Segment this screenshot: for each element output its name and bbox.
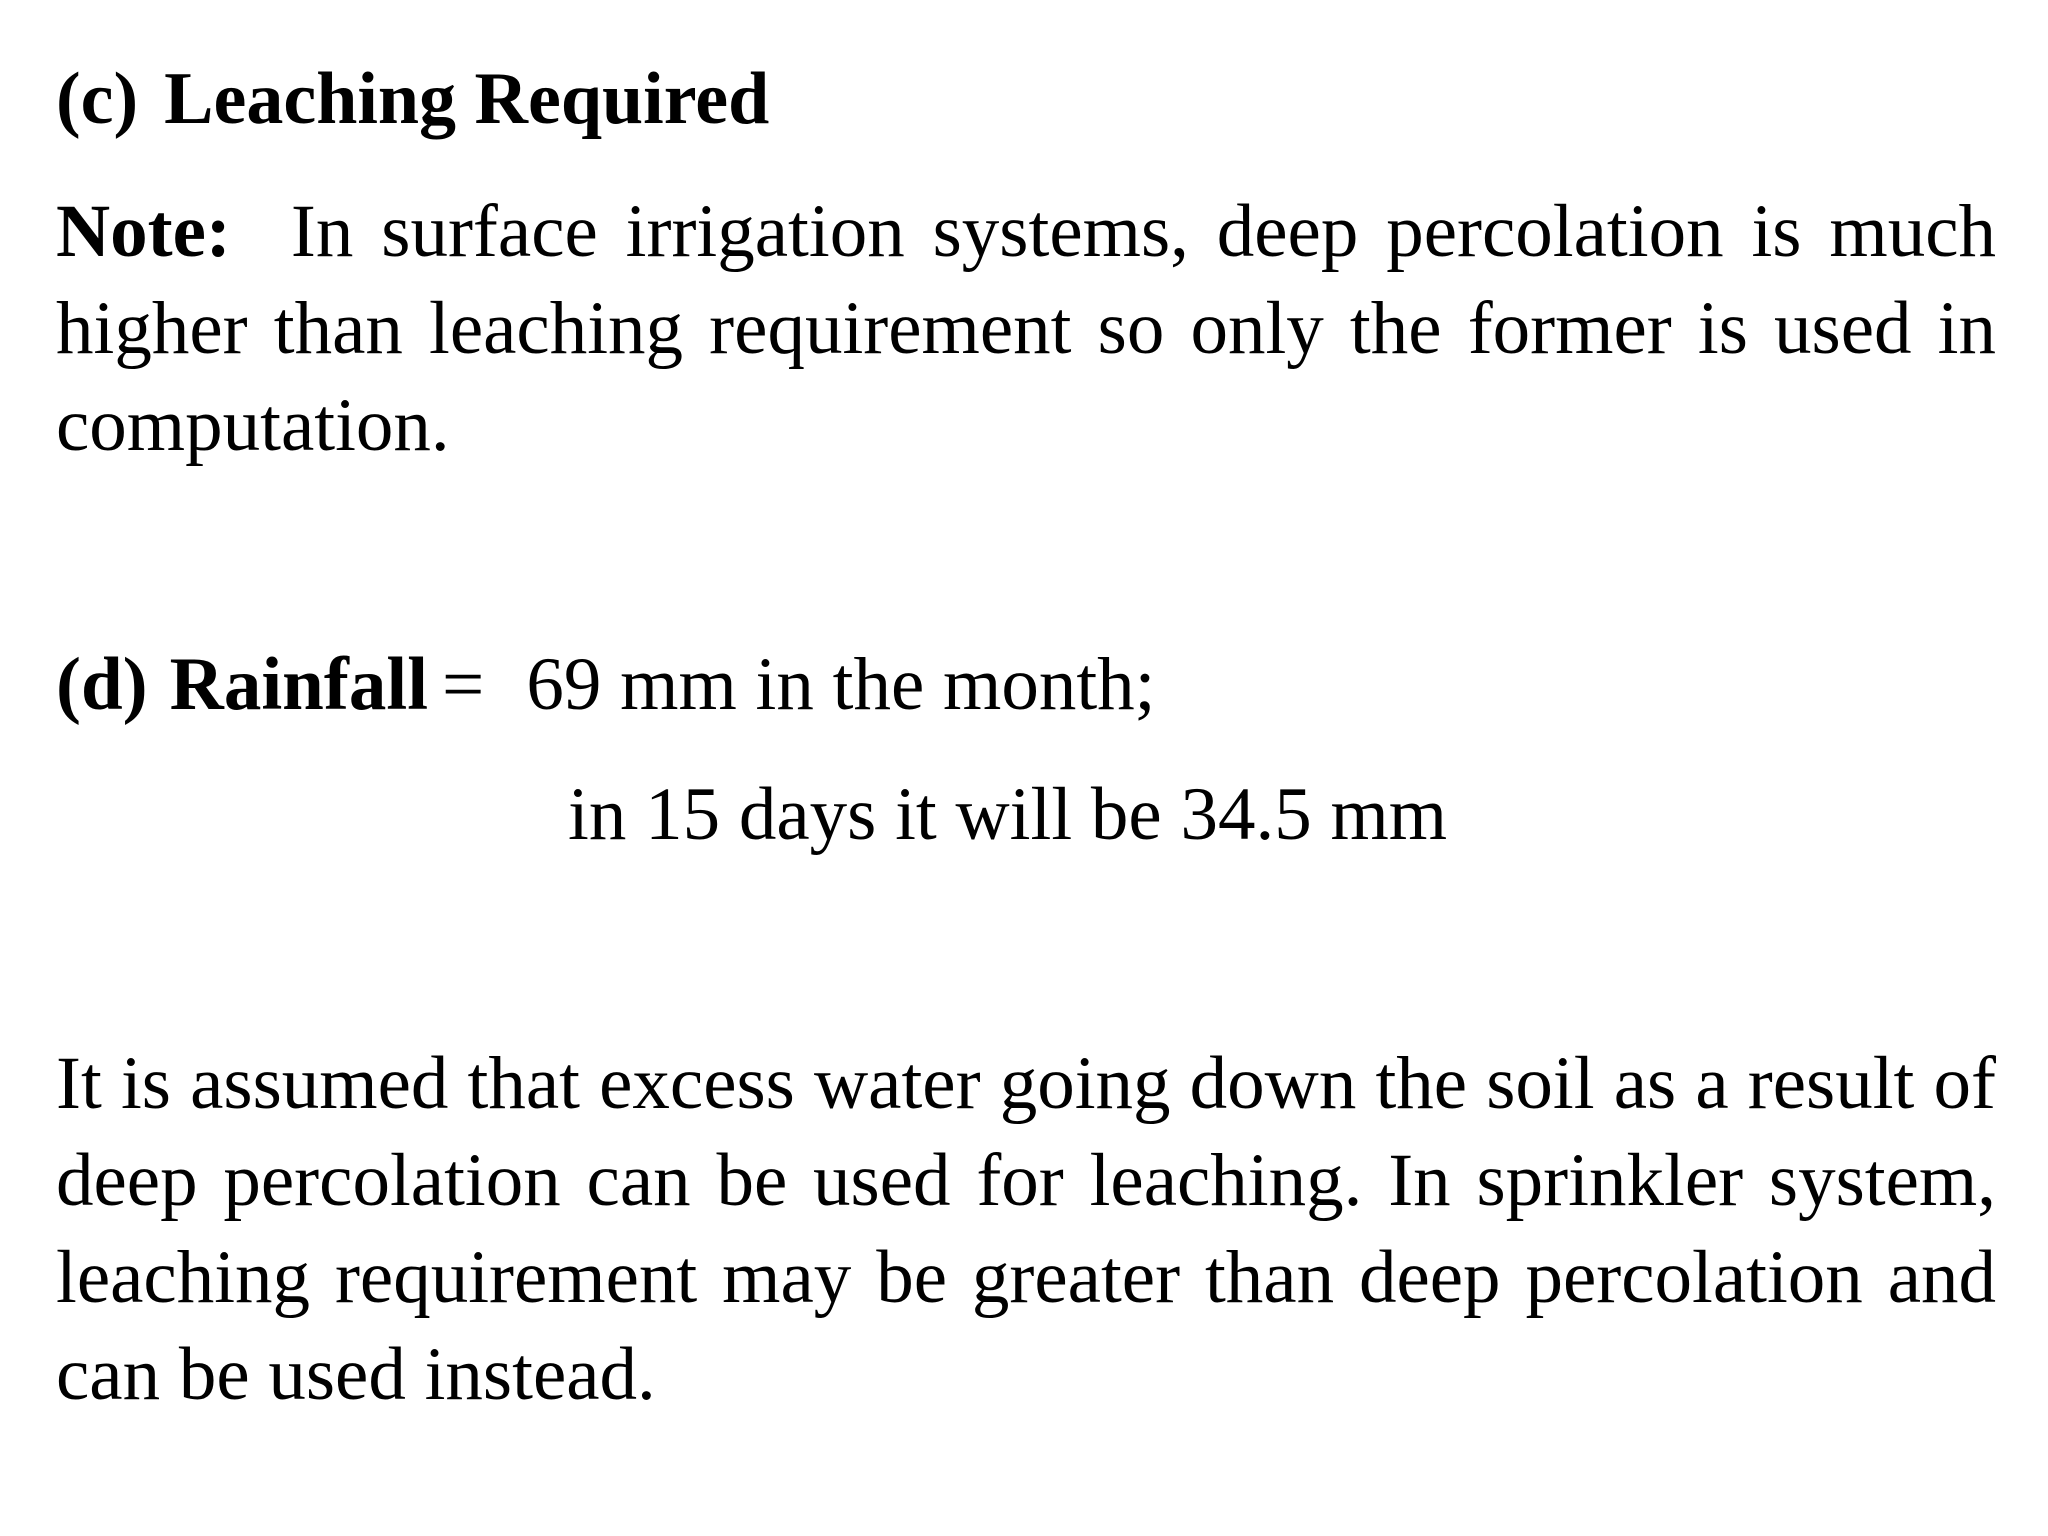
rainfall-15-day-line: in 15 days it will be 34.5 mm [568, 773, 1448, 856]
equals-sign: = [442, 643, 485, 726]
section-d-heading [56, 640, 1156, 730]
rainfall-value: 69 mm in the month; [526, 643, 1156, 726]
note-paragraph [56, 183, 1996, 474]
section-c-title: Leaching Required [164, 58, 770, 140]
assumption-paragraph: It is assumed that excess water going down the soil as a result of deep percolation can be used for leaching. In sprinkler system, leaching requirement may be greater than deep percolation and can be used instead. [56, 1042, 1996, 1416]
note-text: In surface irrigation systems, deep percolation is much higher than leaching requirement so only the former is used in computation. [56, 190, 1996, 467]
section-d-label: (d) [56, 643, 148, 726]
section-d-title: Rainfall [169, 643, 429, 726]
note-label: Note: [56, 190, 231, 273]
section-c-heading [56, 58, 770, 140]
section-c-label: (c) [56, 58, 139, 140]
document-page [56, 0, 1996, 1536]
